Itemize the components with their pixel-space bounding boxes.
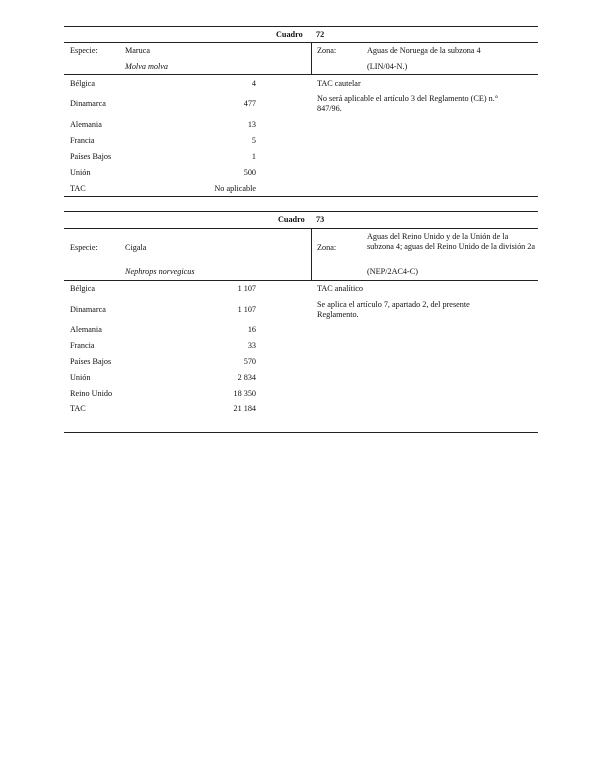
country-name: Países Bajos <box>70 357 112 366</box>
table-label: Cuadro <box>278 215 305 224</box>
quota-value: 500 <box>243 168 256 177</box>
top-rule <box>64 211 538 212</box>
quota-value: 1 107 <box>237 305 256 314</box>
quota-value: 570 <box>243 357 256 366</box>
species-label: Especie: <box>70 243 98 252</box>
country-name: Dinamarca <box>70 99 106 108</box>
species-common-name: Maruca <box>125 46 151 55</box>
country-name: Alemania <box>70 325 102 334</box>
country-name: TAC <box>70 404 86 413</box>
quota-value: 16 <box>247 325 256 334</box>
quota-value: 477 <box>243 99 256 108</box>
country-name: Alemania <box>70 120 102 129</box>
species-latin-name: Molva molva <box>125 62 168 71</box>
quota-value: 5 <box>251 136 256 145</box>
column-divider <box>311 42 312 74</box>
zone-code: (LIN/04-N.) <box>367 62 408 71</box>
country-name: Francia <box>70 136 95 145</box>
top-rule <box>64 26 538 27</box>
country-name: Francia <box>70 341 95 350</box>
species-common-name: Cigala <box>125 243 147 252</box>
species-label: Especie: <box>70 46 98 55</box>
zone-code: (NEP/2AC4-C) <box>367 267 418 276</box>
bottom-rule <box>64 432 538 433</box>
table-number: 72 <box>316 30 325 39</box>
quota-value: 2 834 <box>237 373 256 382</box>
country-name: Países Bajos <box>70 152 112 161</box>
quota-table-72 <box>64 26 538 198</box>
quota-value: 1 107 <box>237 284 256 293</box>
quota-value: 4 <box>251 79 256 88</box>
quota-value: 13 <box>247 120 256 129</box>
tac-note: Se aplica el artículo 7, apartado 2, del presente Reglamento. <box>317 300 470 319</box>
country-name: Bélgica <box>70 284 96 293</box>
country-name: Reino Unido <box>70 389 113 398</box>
quota-value: 18 350 <box>233 389 256 398</box>
bottom-rule <box>64 196 538 197</box>
tac-type: TAC analítico <box>317 284 363 293</box>
zone-text: Aguas de Noruega de la subzona 4 <box>367 46 481 55</box>
quota-value: 21 184 <box>233 404 256 413</box>
country-name: Dinamarca <box>70 305 106 314</box>
species-rule <box>64 280 538 281</box>
zone-text: Aguas del Reino Unido y de la Unión de la subzona 4; aguas del Reino Unido de la división 2a <box>367 232 536 251</box>
table-number: 73 <box>316 215 325 224</box>
quota-value: No aplicable <box>214 184 256 193</box>
quota-table-73 <box>64 211 538 435</box>
country-name: Bélgica <box>70 79 96 88</box>
zone-label: Zona: <box>317 46 337 55</box>
species-latin-name: Nephrops norvegicus <box>125 267 195 276</box>
quota-value: 33 <box>247 341 256 350</box>
column-divider <box>311 228 312 280</box>
country-name: TAC <box>70 184 86 193</box>
country-name: Unión <box>70 373 91 382</box>
header-rule <box>64 42 538 43</box>
table-label: Cuadro <box>276 30 303 39</box>
header-rule <box>64 228 538 229</box>
tac-note: No será aplicable el artículo 3 del Reglamento (CE) n.° 847/96. <box>317 94 499 113</box>
zone-label: Zona: <box>317 243 337 252</box>
quota-value: 1 <box>251 152 256 161</box>
country-name: Unión <box>70 168 91 177</box>
tac-type: TAC cautelar <box>317 79 361 88</box>
species-rule <box>64 74 538 75</box>
